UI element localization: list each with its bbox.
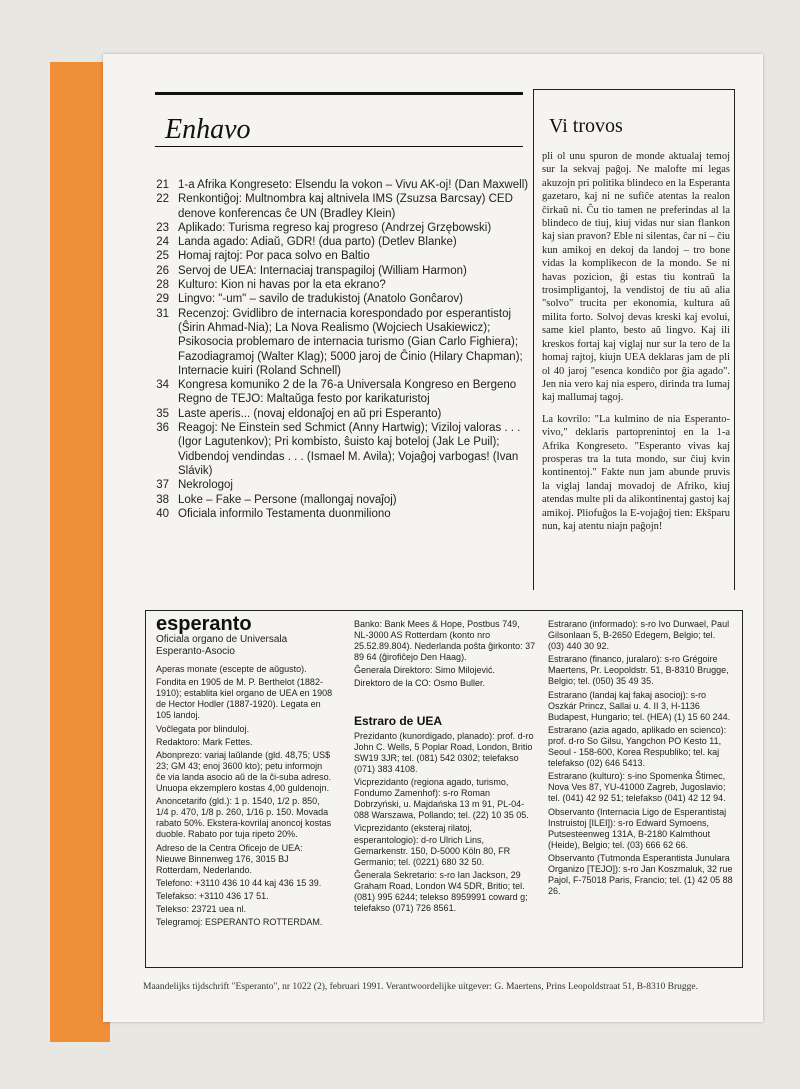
masthead-entry: Adreso de la Centra Oficejo de UEA: Nieuwe Binnenweg 176, 3015 BJ Rotterdam, Nederlando. [156,842,303,875]
toc-entry-text: Recenzoj: Gvidlibro de internacia korespondado por esperantistoj (Ŝirin Ahmad-Nia); La Nova Realismo (Wojciech Usakiewicz); Psikosocia problemaro de internacia turismo (Gian Carlo Fighiera); Fazodiagramoj (Walter Klag); 5000 jaroj de Ĉinio (Hilary Chapman); Internacie kuiri (Roland Schnell) [178,307,523,377]
masthead-box [145,610,743,968]
toc-entry [151,278,541,292]
editorial-box [533,89,735,590]
masthead-col1-list [156,664,334,928]
toc-entry [151,292,541,306]
toc-entry [151,235,541,249]
toc-page-number: 36 [156,422,169,435]
masthead-col-3 [548,619,733,899]
toc-page-number: 23 [156,221,169,234]
toc-page-number: 25 [156,250,169,263]
contents-title: Enhavo [165,114,251,145]
toc-entry-text: Kulturo: Kion ni havas por la eta ekrano? [178,279,386,292]
toc-page-number: 40 [156,507,169,520]
toc-page-number: 28 [156,279,169,292]
masthead-entry: Direktoro de la CO: Osmo Buller. [354,678,486,689]
toc-entry-text: Homaj rajtoj: Por paca solvo en Baltio [178,250,370,263]
masthead-entry: Estrarano (kulturo): s-ino Spomenka Štimec, Nova Ves 87, YU-41000 Zagreb, Jugoslavio; tel. (041) 42 92 51; telefakso (041) 42 12 94. [548,771,726,804]
toc-page-number: 24 [156,236,169,249]
masthead-entry: Ĝenerala Sekretario: s-ro Ian Jackson, 29 Graham Road, London W4 5DR, Britio; tel. (081) 995 6244; telekso 8959991 coward g; telefakso (071) 726 8561. [354,869,528,914]
toc-entry [151,378,541,407]
toc-page-number: 29 [156,293,169,306]
masthead-col2-list [354,619,536,690]
toc-entry [151,478,541,492]
toc-entry-text: 1-a Afrika Kongreseto: Elsendu la vokon – Vivu AK-oj! (Dan Maxwell) [178,179,529,191]
publication-footer: Maandelijks tijdschrift "Esperanto", nr 1022 (2), februari 1991. Verantwoordelijke uitgever: G. Maertens, Prins Leopoldstraat 51, B-8310 Brugge. [143,982,699,992]
toc-entry-text: Reagoj: Ne Einstein sed Schmict (Anny Hartwig); Viziloj valoras . . . (Igor Lagutenkov); Pri kombisto, ŝuisto kaj boteloj (Jak Le Puil); Vidbendoj vendindas . . . (Ismael M. Avila); Vojaĝoj varbogas! (Ivan Slávik) [178,422,521,477]
toc-page-number: 22 [156,193,169,206]
toc-entry-text: Landa agado: Adiaŭ, GDR! (dua parto) (Detlev Blanke) [178,236,457,249]
toc-entry-text: Loke – Fake – Persone (mallongaj novaĵoj) [178,493,397,506]
toc-entry [151,307,541,378]
toc-entry [151,264,541,278]
toc-page-number: 38 [156,493,169,506]
masthead-subtitle: Oficiala organo de Universala Esperanto-Asocio [156,634,288,658]
masthead-entry: Telekso: 23721 uea nl. [156,903,247,914]
toc-entry-text: Aplikado: Turisma regreso kaj progreso (Andrzej Grzębowski) [178,221,492,234]
masthead-entry: Vicprezidanto (eksteraj rilatoj, esperantologio): d-ro Ulrich Lins, Gemarkenstr. 150, D-5000 Köln 80, FR Germanio; tel. (0221) 680 32 50. [354,823,511,867]
masthead-entry: Prezidanto (kunordigado, planado): prof. d-ro John C. Wells, 5 Poplar Road, London, Britio SW19 3JR; tel. (081) 542 0302; telefakso (071) 383 4108. [354,730,534,774]
toc-entry [151,192,541,221]
toc-entry [151,421,541,478]
toc-entry-text: Lingvo: "-um" – savilo de tradukistoj (Anatolo Gonĉarov) [178,293,463,306]
toc-entry [151,178,541,192]
masthead-entry: Redaktoro: Mark Fettes. [156,736,253,747]
esperanto-logo: esperanto [156,613,252,635]
editorial-paragraph: pli ol unu spuron de monde aktualaj temoj sur la sekvaj paĝoj. Ne malofte mi legas akuzojn pri politika blindeco en la Esperanta gazetaro, kaj ni ne sufiĉe atentas la realon ĉirkaŭ ni. Ĉu tio tamen ne preferindas al la blindeco de tiuj, kiuj vidas nur sian flankon kaj sian pravon? Eble ni silentas, ĉar ni – ĉiu kun amikoj en dekoj da landoj – tro bone vidas la komplikecon de la mondo. Se ni havas pozicion, ĝi estas tiu kontraŭ la trosimpligantoj, la vendistoj de tiu aŭ alia "solvo" trucita per ekonomia, kultura aŭ milita forto. Solvoj devas kreski kaj evolui, same kiel planto, besto aŭ lingvo. Kaj ili kreskos fortaj kaj viglaj nur sur la tero de la homaj rajtoj, kiujn UEA deklaras jam de pli ol 40 jaroj "esenca kondiĉo por ĝia agado". Jen nia vero kaj nia espero, dirinda tra lumaj kaj mallumaj tagoj. [542,151,730,404]
masthead-entry: Estrarano (landaj kaj fakaj asocioj): s-ro Oszkár Princz, Sallai u. 4. II 3, H-1136 Budapest, Hungario; tel. (HEA) (1) 15 60 244. [548,689,731,722]
toc-entry-text: Renkontiĝoj: Multnombra kaj altnivela IMS (Zsuzsa Barcsay) CED denove konferencas ĉe UN (Bradley Klein) [178,193,513,220]
masthead-entry: Voĉlegata por blinduloj. [156,723,250,734]
title-rule [155,146,523,147]
editorial-body [542,150,730,541]
masthead-col3-list [548,619,733,897]
masthead-entry: Estrarano (azia agado, aplikado en scienco): prof. d-ro So Gilsu, Yangchon PO Kesto 11, Seoul - 158-600, Korea Respubliko; tel. kaj telefakso (02) 646 5413. [548,724,727,769]
board-heading: Estraro de UEA [354,713,443,728]
masthead-col-2 [354,619,536,916]
masthead-entry: Estrarano (financo, juralaro): s-ro Grégoire Maertens, Pr. Leopoldstr. 51, B-8310 Brugge, Belgio; tel. (050) 35 49 35. [548,654,729,687]
masthead-col2b-list [354,731,536,915]
masthead-entry: Telegramoj: ESPERANTO ROTTERDAM. [156,917,323,928]
toc-entry-text: Nekrologoj [178,479,233,492]
editorial-paragraph: La kovrilo: "La kulmino de nia Esperanto-vivo," deklaris partoprenintoj en la 1-a Afrika Kongreseto. "Esperanto vivas kaj prosperas tra la tuta mondo, sur ĉiuj kvin kontinentoj." Fakte nun jam abunde pruvis la viglaj landaj movadoj de Afriko, kiuj atendas multe pli da alikontinentaj gastoj kaj amikoj. Pliofuĝos la E-vojaĝoj tien: Ekŝparu nun, kaj atentu niajn paĝojn! [542,413,730,532]
masthead-entry: Telefono: +3110 436 10 44 kaj 436 15 39. [156,877,322,888]
table-of-contents [151,178,541,521]
toc-entry-text: Servoj de UEA: Internaciaj transpagiloj (William Harmon) [178,264,467,277]
top-rule [155,92,523,95]
toc-entry [151,249,541,263]
toc-page-number: 21 [156,179,169,191]
magazine-page [103,54,763,1022]
toc-entry [151,493,541,507]
masthead-entry: Ĝenerala Direktoro: Simo Milojević. [354,665,496,676]
masthead-col-1 [156,613,334,930]
toc-page-number: 34 [156,379,169,392]
toc-page-number: 35 [156,407,169,420]
masthead-entry: Abonprezo: variaj laŭlande (gld. 48,75; US$ 23; GM 43; enoj 3600 kto); petu informojn ĉe via landa asocio aŭ de la ĉi-suba adreso. Unuopa ekzemplero kostas 4,00 guldenojn. [156,749,332,794]
orange-cover-edge [50,62,110,1042]
masthead-entry: Fondita en 1905 de M. P. Berthelot (1882-1910); establita kiel organo de UEA en 1908 de Hector Hodler (1887-1920). Legata en 105 landoj. [156,677,333,721]
toc-entry-text: Oficiala informilo Testamenta duonmiliono [178,507,391,520]
masthead-entry: Telefakso: +3110 436 17 51. [156,890,269,901]
toc-entry-text: Kongresa komuniko 2 de la 76-a Universala Kongreso en Bergeno Regno de TEJO: Maltaŭga festo por karikaturistoj [178,379,517,406]
masthead-entry: Observanto (Tutmonda Esperantista Junulara Organizo [TEJO]): s-ro Jan Koszmaluk, 32 rue Pajol, F-75018 Paris, Francio; tel. (1) 42 05 88 26. [548,852,733,897]
masthead-entry: Banko: Bank Mees & Hope, Postbus 749, NL-3000 AS Rotterdam (konto nro 25.52.89.804). Nederlanda poŝta ĝirkonto: 37 89 64 (ĝirofiĉejo Den Haag). [354,619,536,663]
masthead-entry: Vicprezidanto (regiona agado, turismo, Fondumo Zamenhof): s-ro Roman Dobrzyński, u. Majdańska 13 m 91, PL-04-088 Warszawa, Pollando; tel. (22) 10 35 05. [354,777,529,821]
toc-entry-text: Laste aperis... (novaj eldonaĵoj en aŭ pri Esperanto) [178,407,442,420]
toc-page-number: 37 [156,479,169,492]
masthead-entry: Aperas monate (escepte de aŭgusto). [156,664,307,675]
masthead-entry: Anoncetarifo (gld.): 1 p. 1540, 1/2 p. 850, 1/4 p. 470, 1/8 p. 260, 1/16 p. 150. Movada rabato 50%. Ekstera-kovrilaj anoncoj kostas duoble. Rabato por tuja ripeto 20%. [156,796,332,840]
toc-page-number: 31 [156,307,169,320]
editorial-title: Vi trovos [549,115,623,137]
masthead-entry: Observanto (Internacia Ligo de Esperantistaj Instruistoj [ILEI]): s-ro Edward Symoens, Putsesteenweg 131A, B-2180 Kalmthout (Heide), Belgio; tel. (03) 666 62 66. [548,806,727,850]
toc-entry [151,221,541,235]
masthead-entry: Estrarano (informado): s-ro Ivo Durwael, Paul Gilsonlaan 5, B-2650 Edegem, Belgio; tel. (03) 440 30 92. [548,619,730,652]
toc-entry [151,407,541,421]
toc-entry [151,507,541,521]
toc-page-number: 26 [156,264,169,277]
